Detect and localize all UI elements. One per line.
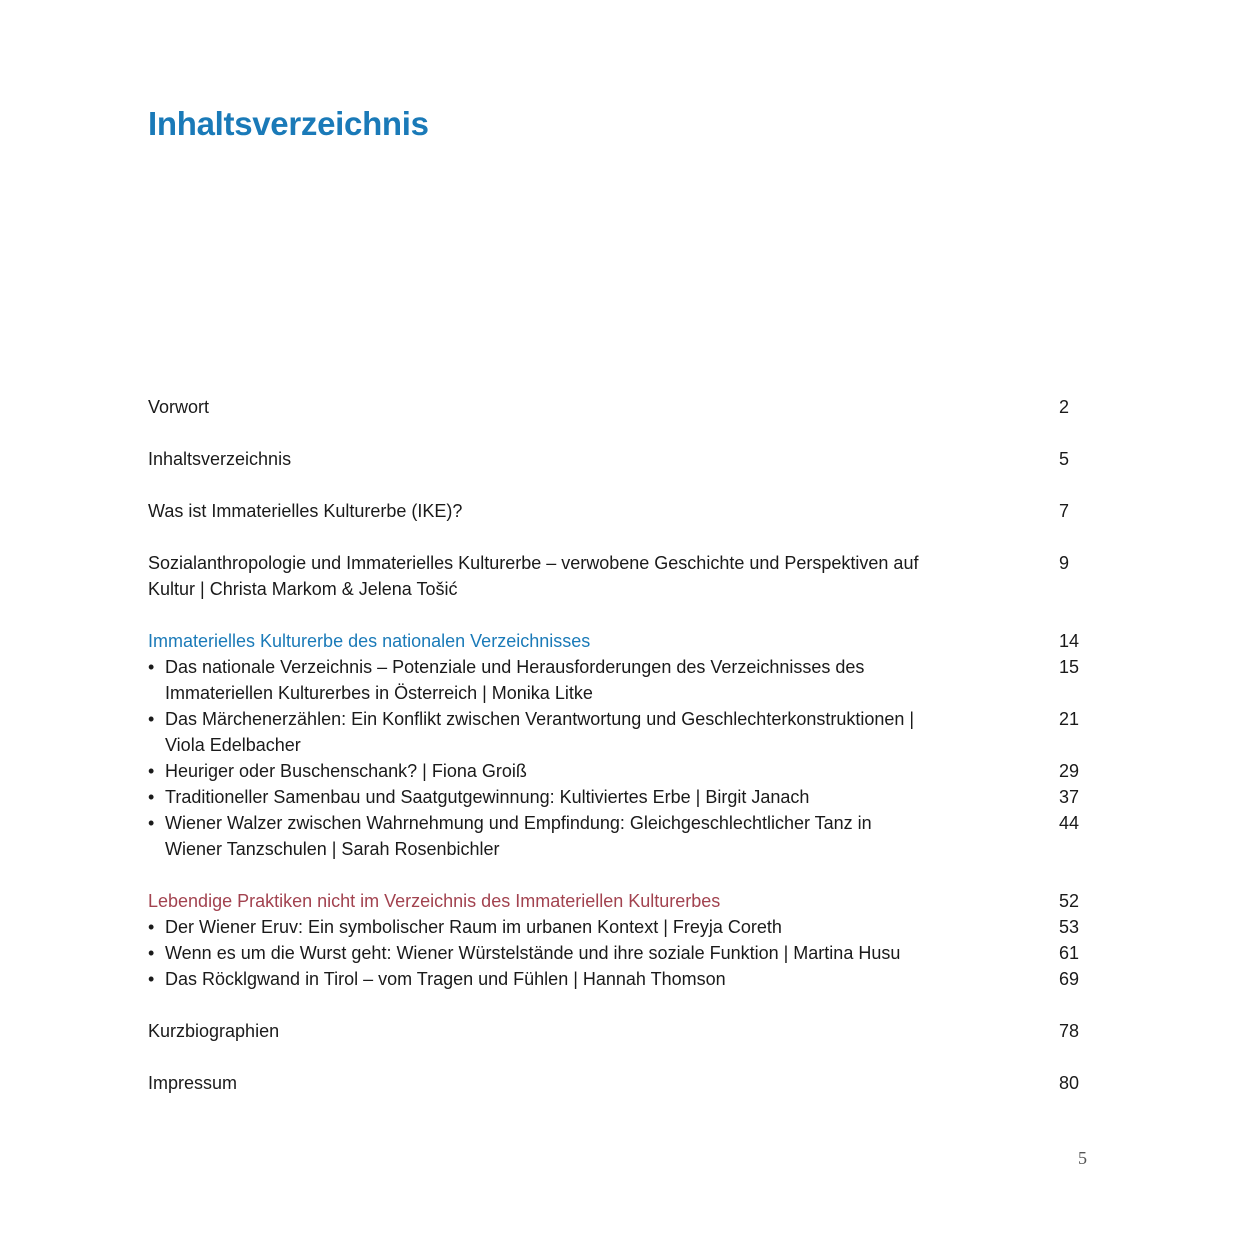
list-item-page: 44 bbox=[1059, 813, 1080, 833]
list-item bbox=[148, 758, 1093, 784]
toc-entry-title: Sozialanthropologie und Immaterielles Kulturerbe – verwobene Geschichte und Perspektiven auf Kultur | Christa Markom & Jelena Tošić bbox=[148, 553, 919, 599]
section-title: Immaterielles Kulturerbe des nationalen Verzeichnisses bbox=[148, 631, 591, 651]
toc-entry-title: Vorwort bbox=[148, 397, 210, 417]
bullet: • bbox=[148, 709, 155, 729]
toc-entry-ike bbox=[148, 498, 1093, 524]
bullet: • bbox=[148, 917, 155, 937]
toc-entry-vorwort bbox=[148, 394, 1093, 420]
list-item-page: 15 bbox=[1059, 657, 1080, 677]
list-item-page: 61 bbox=[1059, 943, 1080, 963]
bullet: • bbox=[148, 761, 155, 781]
list-item-title: Traditioneller Samenbau und Saatgutgewinnung: Kultiviertes Erbe | Birgit Janach bbox=[165, 787, 810, 807]
page-number: 5 bbox=[1078, 1148, 1087, 1168]
toc-entry-page: 2 bbox=[1059, 397, 1070, 417]
toc-entry-page: 9 bbox=[1059, 553, 1070, 573]
list-item-page: 21 bbox=[1059, 709, 1080, 729]
table-of-contents bbox=[148, 394, 1093, 1096]
section-heading-national bbox=[148, 628, 1093, 654]
toc-entry-title: Impressum bbox=[148, 1073, 238, 1093]
list-item bbox=[148, 654, 1093, 706]
section-page: 14 bbox=[1059, 631, 1080, 651]
page-title: Inhaltsverzeichnis bbox=[148, 105, 429, 142]
list-item-title: Heuriger oder Buschenschank? | Fiona Groiß bbox=[165, 761, 527, 781]
toc-entry-page: 80 bbox=[1059, 1073, 1080, 1093]
toc-entry-kurzbiographien bbox=[148, 1018, 1093, 1044]
toc-entry-impressum bbox=[148, 1070, 1093, 1096]
list-item-page: 53 bbox=[1059, 917, 1080, 937]
list-item-title: Wiener Walzer zwischen Wahrnehmung und Empfindung: Gleichgeschlechtlicher Tanz in Wiener Tanzschulen | Sarah Rosenbichler bbox=[165, 813, 872, 859]
list-item-title: Das Röcklgwand in Tirol – vom Tragen und Fühlen | Hannah Thomson bbox=[165, 969, 726, 989]
bullet: • bbox=[148, 787, 155, 807]
bullet: • bbox=[148, 657, 155, 677]
section-heading-living bbox=[148, 888, 1093, 914]
toc-entry-title: Was ist Immaterielles Kulturerbe (IKE)? bbox=[148, 501, 463, 521]
list-item bbox=[148, 914, 1093, 940]
bullet: • bbox=[148, 813, 155, 833]
bullet: • bbox=[148, 943, 155, 963]
list-item-title: Das nationale Verzeichnis – Potenziale und Herausforderungen des Verzeichnisses des Immateriellen Kulturerbes in Österreich | Monika Litke bbox=[165, 657, 865, 703]
list-item-page: 29 bbox=[1059, 761, 1080, 781]
list-item-title: Der Wiener Eruv: Ein symbolischer Raum im urbanen Kontext | Freyja Coreth bbox=[165, 917, 782, 937]
toc-entry-sozialanthropologie bbox=[148, 550, 1093, 602]
toc-entry-page: 5 bbox=[1059, 449, 1070, 469]
list-item-title: Das Märchenerzählen: Ein Konflikt zwischen Verantwortung und Geschlechterkonstruktionen | Viola Edelbacher bbox=[165, 709, 915, 755]
list-item bbox=[148, 784, 1093, 810]
toc-entry-page: 78 bbox=[1059, 1021, 1080, 1041]
list-item-title: Wenn es um die Wurst geht: Wiener Würstelstände und ihre soziale Funktion | Martina Husu bbox=[165, 943, 901, 963]
toc-entry-page: 7 bbox=[1059, 501, 1070, 521]
toc-entry-title: Inhaltsverzeichnis bbox=[148, 449, 292, 469]
list-item-page: 37 bbox=[1059, 787, 1080, 807]
list-item bbox=[148, 940, 1093, 966]
toc-entry-inhaltsverzeichnis bbox=[148, 446, 1093, 472]
list-item bbox=[148, 706, 1093, 758]
list-item bbox=[148, 966, 1093, 992]
bullet: • bbox=[148, 969, 155, 989]
list-item bbox=[148, 810, 1093, 862]
section-title: Lebendige Praktiken nicht im Verzeichnis des Immateriellen Kulturerbes bbox=[148, 891, 721, 911]
toc-entry-title: Kurzbiographien bbox=[148, 1021, 280, 1041]
section-page: 52 bbox=[1059, 891, 1080, 911]
list-item-page: 69 bbox=[1059, 969, 1080, 989]
